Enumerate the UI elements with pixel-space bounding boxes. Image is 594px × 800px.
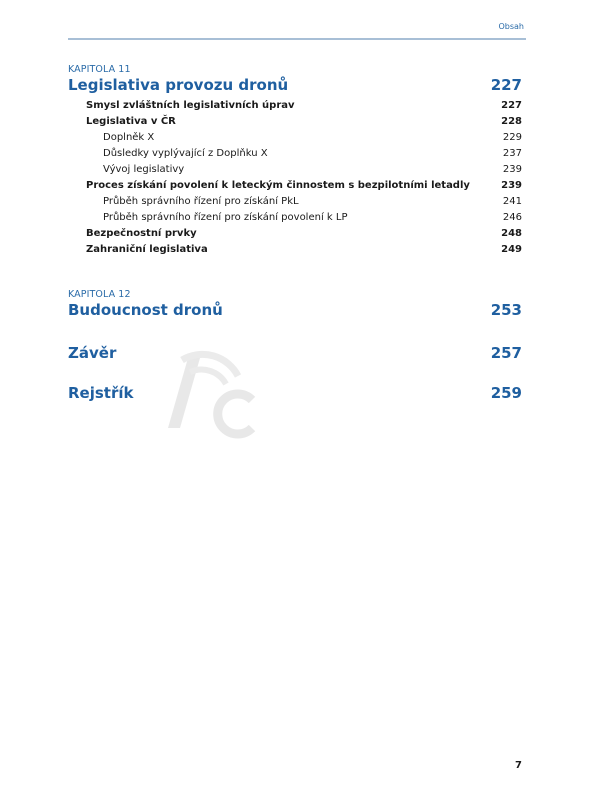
chapter-kicker: KAPITOLA 11	[68, 64, 131, 75]
toc-entry-title: Průběh správního řízení pro získání PkL	[103, 196, 299, 207]
header-rule	[68, 38, 526, 40]
toc-entry[interactable]	[68, 196, 522, 212]
toc-entry-title: Smysl zvláštních legislativních úprav	[86, 100, 295, 111]
toc-entry-title: Legislativa v ČR	[86, 116, 176, 127]
toc-entry-title: Průběh správního řízení pro získání povolení k LP	[103, 212, 348, 223]
toc-entry-title: Vývoj legislativy	[103, 164, 185, 175]
chapter-page: 257	[490, 344, 522, 362]
toc-entry[interactable]	[68, 212, 522, 228]
toc-entry-page: 248	[501, 228, 522, 239]
toc-chapter-title-row[interactable]	[68, 344, 522, 362]
toc-chapter-title-row[interactable]	[68, 76, 522, 98]
toc-entry-page: 241	[502, 196, 522, 207]
chapter-page: 227	[490, 76, 522, 94]
chapter-kicker: KAPITOLA 12	[68, 289, 131, 300]
toc-zaver	[68, 344, 522, 362]
toc-entry[interactable]	[68, 148, 522, 164]
toc-chapter-title-row[interactable]	[68, 301, 522, 319]
toc-chapter-title-row[interactable]	[68, 384, 522, 402]
toc-entry-title: Důsledky vyplývající z Doplňku X	[103, 148, 268, 159]
toc-entry-title: Doplněk X	[103, 132, 155, 143]
toc-entry[interactable]	[68, 244, 522, 260]
chapter-title: Budoucnost dronů	[68, 301, 223, 319]
toc-chapter-12	[68, 289, 522, 319]
toc-entry-page: 228	[501, 116, 522, 127]
chapter-title: Rejstřík	[68, 384, 134, 402]
toc-entry-page: 229	[502, 132, 522, 143]
toc-entry-page: 246	[502, 212, 522, 223]
toc-entry-page: 239	[501, 180, 522, 191]
running-header: Obsah	[498, 22, 524, 31]
chapter-page: 259	[490, 384, 522, 402]
page-number: 7	[515, 760, 522, 771]
toc-entry[interactable]	[68, 132, 522, 148]
toc-chapter-11	[68, 64, 522, 260]
toc-entry-page: 249	[501, 244, 522, 255]
toc-entry-title: Zahraniční legislativa	[86, 244, 208, 255]
toc-entry[interactable]	[68, 100, 522, 116]
toc-entry-page: 227	[501, 100, 522, 111]
toc-entry-page: 239	[502, 164, 522, 175]
toc-entry[interactable]	[68, 164, 522, 180]
toc-entry-page: 237	[502, 148, 522, 159]
chapter-title: Legislativa provozu dronů	[68, 76, 289, 94]
toc-rejstrik	[68, 384, 522, 402]
chapter-page: 253	[490, 301, 522, 319]
toc-entry[interactable]	[68, 180, 522, 196]
chapter-title: Závěr	[68, 344, 117, 362]
toc-entry-title: Proces získání povolení k leteckým činnostem s bezpilotními letadly	[86, 180, 470, 191]
toc-entry-title: Bezpečnostní prvky	[86, 228, 197, 239]
toc-entry[interactable]	[68, 228, 522, 244]
toc-entry[interactable]	[68, 116, 522, 132]
